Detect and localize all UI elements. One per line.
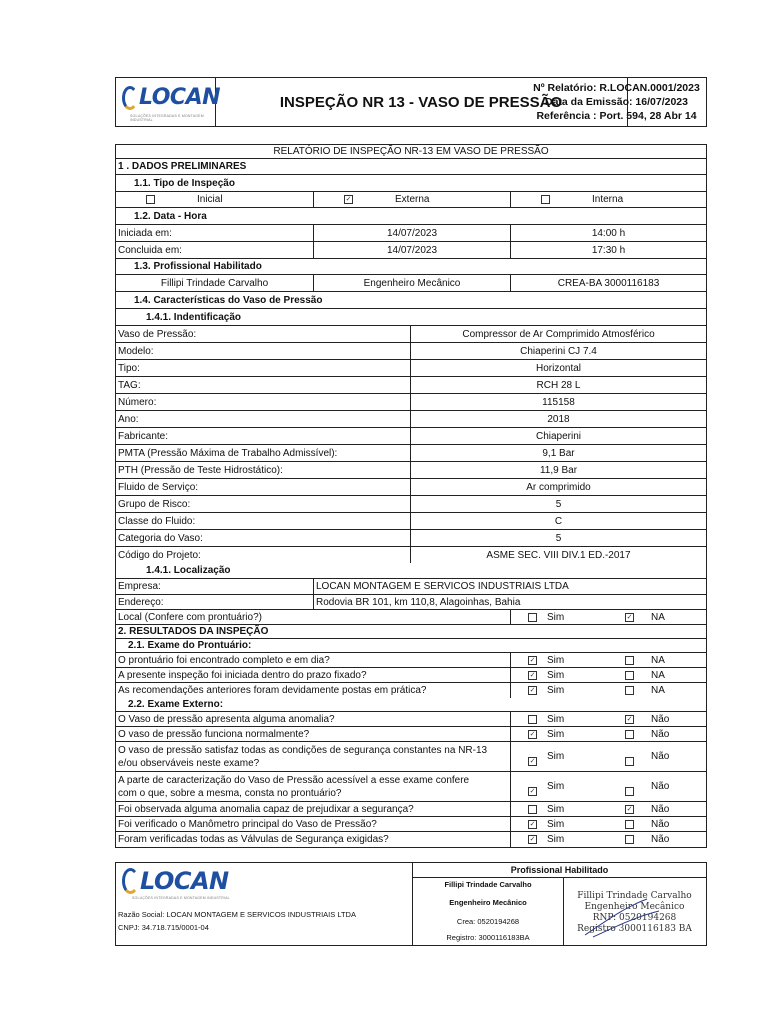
checked-checkbox-icon[interactable]: ✓ xyxy=(529,788,536,795)
question-line: As recomendações anteriores foram devidamente postas em prática? xyxy=(118,685,427,696)
inspection-table xyxy=(115,144,707,848)
section-row xyxy=(116,625,706,639)
answer-label: Não xyxy=(651,728,670,740)
answer-yes[interactable] xyxy=(510,727,608,741)
prontuario-list xyxy=(116,653,706,698)
question-row xyxy=(116,817,706,832)
prof-header: Profissional Habilitado xyxy=(413,863,706,878)
checkbox-icon[interactable] xyxy=(625,656,634,665)
field-label: TAG: xyxy=(118,379,141,391)
question-line: Foi verificado o Manômetro principal do Vaso de Pressão? xyxy=(118,818,377,830)
locan-logo: LOCAN xyxy=(122,867,229,895)
page-title: INSPEÇÃO NR 13 - VASO DE PRESSÃO xyxy=(215,78,628,126)
identification-row xyxy=(116,326,706,343)
section-row xyxy=(116,639,706,653)
answer-no[interactable] xyxy=(608,683,706,698)
section-row xyxy=(116,175,706,192)
answer-yes[interactable] xyxy=(510,832,608,847)
answer-no[interactable] xyxy=(608,653,706,667)
start-time: 14:00 h xyxy=(510,225,706,241)
field-label: Código do Projeto: xyxy=(118,549,201,561)
identification-row xyxy=(116,377,706,394)
checkbox-icon[interactable] xyxy=(146,195,155,204)
answer-no[interactable] xyxy=(608,668,706,682)
signature-scribble xyxy=(563,877,706,945)
question-row xyxy=(116,712,706,727)
issue-date: Data da Emissão: 16/07/2023 xyxy=(544,96,688,108)
table-title: RELATÓRIO DE INSPEÇÃO NR-13 EM VASO DE PRESSÃO xyxy=(273,146,549,157)
checked-checkbox-icon[interactable]: ✓ xyxy=(345,196,352,203)
checked-checkbox-icon[interactable]: ✓ xyxy=(529,656,536,664)
section-row xyxy=(116,159,706,175)
question-row xyxy=(116,802,706,817)
checkbox-icon[interactable] xyxy=(625,730,634,739)
question-text xyxy=(116,802,510,816)
report-header xyxy=(115,77,707,127)
answer-yes[interactable] xyxy=(510,712,608,726)
date-row: Concluida em: 14/07/2023 17:30 h xyxy=(116,242,706,259)
section-title: 1.4.1. Indentificação xyxy=(146,311,242,323)
field-value: ASME SEC. VIII DIV.1 ED.-2017 xyxy=(410,547,706,563)
logo-swoosh-icon xyxy=(122,86,138,110)
question-line: Foi observada alguma anomalia capaz de prejudixar a segurança? xyxy=(118,803,414,815)
checkbox-icon[interactable] xyxy=(625,757,634,766)
answer-no[interactable] xyxy=(608,772,706,801)
answer-no[interactable] xyxy=(608,802,706,816)
field-value: 2018 xyxy=(410,411,706,427)
section-row xyxy=(116,259,706,275)
answer-label: Sim xyxy=(547,713,565,725)
exame-externo-list xyxy=(116,712,706,847)
answer-label: Sim xyxy=(547,751,565,762)
field-value: RCH 28 L xyxy=(410,377,706,393)
section-title: 2. RESULTADOS DA INSPEÇÃO xyxy=(118,626,269,637)
checkbox-icon[interactable] xyxy=(625,835,634,844)
section-row xyxy=(116,309,706,326)
question-line: Foram verificadas todas as Válvulas de Segurança exigidas? xyxy=(118,834,389,845)
checkbox-icon[interactable] xyxy=(625,686,634,695)
field-label: Modelo: xyxy=(118,345,154,357)
checkbox-icon[interactable] xyxy=(625,671,634,680)
answer-label: Não xyxy=(651,751,670,762)
address-row: Endereço: Rodovia BR 101, km 110,8, Alagoinhas, Bahia xyxy=(116,595,706,610)
professional-row xyxy=(116,275,706,292)
identification-row xyxy=(116,462,706,479)
answer-label: Não xyxy=(651,803,670,815)
question-line: com o que, sobre a mesma, consta no prontuário? xyxy=(118,787,342,799)
field-value: Compressor de Ar Comprimido Atmosférico xyxy=(410,326,706,342)
question-text xyxy=(116,727,510,741)
prof-name: Fillipi Trindade Carvalho xyxy=(160,277,269,289)
inspection-type-row xyxy=(116,192,706,208)
question-row xyxy=(116,727,706,742)
field-label: Vaso de Pressão: xyxy=(118,328,197,340)
field-value: 9,1 Bar xyxy=(410,445,706,461)
answer-no[interactable] xyxy=(608,742,706,771)
checked-checkbox-icon[interactable]: ✓ xyxy=(529,687,536,694)
field-label: PTH (Pressão de Teste Hidrostático): xyxy=(118,464,283,476)
identification-row xyxy=(116,496,706,513)
date-row: Iniciada em: 14/07/2023 14:00 h xyxy=(116,225,706,242)
identification-row xyxy=(116,343,706,360)
question-row xyxy=(116,653,706,668)
field-value: 5 xyxy=(410,496,706,512)
company-cnpj: CNPJ: 34.718.715/0001-04 xyxy=(118,923,209,932)
answer-label: Sim xyxy=(547,654,565,666)
answer-label: NA xyxy=(651,669,665,681)
field-value: C xyxy=(410,513,706,529)
start-date: 14/07/2023 xyxy=(313,225,510,241)
field-label: Ano: xyxy=(118,413,139,425)
question-text xyxy=(116,742,510,771)
local-na[interactable]: ✓ NA xyxy=(626,611,665,623)
answer-yes[interactable] xyxy=(510,802,608,816)
logo-swoosh-icon xyxy=(122,868,139,894)
prof-info: Fillipi Trindade Carvalho Engenheiro Mecânico Crea: 0520194268 Registro: 3000116183BA xyxy=(413,877,564,945)
locan-logo: LOCAN xyxy=(122,85,220,110)
section-title: 1.2. Data - Hora xyxy=(134,210,207,222)
field-label: Fabricante: xyxy=(118,430,169,442)
report-meta xyxy=(527,78,706,126)
answer-yes[interactable] xyxy=(510,772,608,801)
field-label: Número: xyxy=(118,396,157,408)
identification-row xyxy=(116,411,706,428)
question-line: O vaso de pressão funciona normalmente? xyxy=(118,728,310,740)
question-line: O Vaso de pressão apresenta alguma anomalia? xyxy=(118,713,335,725)
answer-label: Sim xyxy=(547,818,565,830)
footer-professional xyxy=(412,863,706,945)
report-number: Nº Relatório: R.LOCAN.0001/2023 xyxy=(533,82,700,94)
field-value: 11,9 Bar xyxy=(410,462,706,478)
identification-row xyxy=(116,530,706,547)
section-row xyxy=(116,208,706,225)
identification-row xyxy=(116,428,706,445)
checkbox-icon[interactable] xyxy=(541,195,550,204)
section-title: 1.4.1. Localização xyxy=(146,565,231,576)
checked-checkbox-icon[interactable]: ✓ xyxy=(626,715,633,723)
section-title: 2.1. Exame do Prontuário: xyxy=(128,640,252,651)
checkbox-icon[interactable] xyxy=(625,820,634,829)
question-text xyxy=(116,712,510,726)
local-yes[interactable]: Sim xyxy=(510,610,608,624)
section-row xyxy=(116,698,706,712)
identification-row xyxy=(116,479,706,496)
checked-checkbox-icon[interactable]: ✓ xyxy=(529,820,536,828)
option-interna[interactable]: Interna xyxy=(510,192,706,207)
answer-yes[interactable] xyxy=(510,817,608,831)
footer-company xyxy=(116,863,412,945)
logo-subtext: SOLUÇÕES INTEGRADAS E MONTAGEM INDUSTRIAL xyxy=(130,114,204,122)
answer-label: Sim xyxy=(547,728,565,740)
field-value: Ar comprimido xyxy=(410,479,706,495)
table-title-row xyxy=(116,145,706,159)
field-label: PMTA (Pressão Máxima de Trabalho Admissível): xyxy=(118,447,338,459)
question-text xyxy=(116,832,510,847)
answer-label: Sim xyxy=(547,834,565,845)
question-row xyxy=(116,668,706,683)
field-value: Chiaperini xyxy=(410,428,706,444)
answer-yes[interactable] xyxy=(510,683,608,698)
checked-checkbox-icon[interactable]: ✓ xyxy=(529,758,536,765)
answer-label: Não xyxy=(651,781,670,792)
question-text xyxy=(116,683,510,698)
section-title: 1 . DADOS PRELIMINARES xyxy=(118,161,247,172)
answer-no[interactable] xyxy=(608,727,706,741)
end-date: 14/07/2023 xyxy=(313,242,510,258)
answer-label: Sim xyxy=(547,685,565,696)
question-text xyxy=(116,653,510,667)
local-row: Local (Confere com prontuário?) Sim ✓ NA xyxy=(116,610,706,625)
checkbox-icon[interactable] xyxy=(625,787,634,796)
question-row xyxy=(116,832,706,847)
prof-crea: CREA-BA 3000116183 xyxy=(510,275,706,291)
answer-no[interactable] xyxy=(608,832,706,847)
signature-stamp: Fillipi Trindade Carvalho Engenheiro Mecânico RNP: 0520194268 Registro 3000116183 BA xyxy=(563,877,706,945)
answer-yes[interactable] xyxy=(510,668,608,682)
section-row xyxy=(116,563,706,579)
question-line: A parte de caracterização do Vaso de Pressão acessível a esse exame confere xyxy=(118,774,470,786)
identification-row xyxy=(116,445,706,462)
answer-label: Sim xyxy=(547,781,565,792)
section-title: 1.1. Tipo de Inspeção xyxy=(134,177,235,189)
field-label: Categoria do Vaso: xyxy=(118,532,203,544)
field-label: Grupo de Risco: xyxy=(118,498,191,510)
field-value: 115158 xyxy=(410,394,706,410)
identification-row xyxy=(116,513,706,530)
checked-checkbox-icon[interactable]: ✓ xyxy=(626,805,633,813)
field-label: Fluido de Serviço: xyxy=(118,481,199,493)
checked-checkbox-icon[interactable]: ✓ xyxy=(529,671,536,679)
header-logo xyxy=(116,78,221,126)
question-text xyxy=(116,772,510,801)
question-row xyxy=(116,772,706,802)
answer-label: Não xyxy=(651,713,670,725)
answer-yes[interactable] xyxy=(510,742,608,771)
logo-subtext: SOLUÇÕES INTEGRADAS E MONTAGEM INDUSTRIAL xyxy=(132,896,230,900)
report-footer xyxy=(115,862,707,946)
field-value: Horizontal xyxy=(410,360,706,376)
company-row: Empresa: LOCAN MONTAGEM E SERVICOS INDUSTRIAIS LTDA xyxy=(116,579,706,595)
field-value: 5 xyxy=(410,530,706,546)
field-label: Tipo: xyxy=(118,362,140,374)
field-value: Chiaperini CJ 7.4 xyxy=(410,343,706,359)
company-name: Razão Social: LOCAN MONTAGEM E SERVICOS INDUSTRIAIS LTDA xyxy=(118,910,356,919)
checked-checkbox-icon[interactable]: ✓ xyxy=(529,836,536,843)
reference: Referência : Port. 594, 28 Abr 14 xyxy=(536,110,697,122)
checkbox-icon[interactable] xyxy=(528,613,537,622)
question-text xyxy=(116,817,510,831)
answer-label: NA xyxy=(651,685,665,696)
answer-no[interactable] xyxy=(608,817,706,831)
checked-checkbox-icon[interactable]: ✓ xyxy=(626,613,633,621)
address-value: Rodovia BR 101, km 110,8, Alagoinhas, Bahia xyxy=(313,595,706,609)
question-text xyxy=(116,668,510,682)
field-label: Classe do Fluido: xyxy=(118,515,196,527)
answer-no[interactable] xyxy=(608,712,706,726)
identification-row xyxy=(116,394,706,411)
identification-list xyxy=(116,326,706,563)
question-line: O vaso de pressão satisfaz todas as condições de segurança constantes na NR-13 xyxy=(118,744,488,756)
prof-role: Engenheiro Mecânico xyxy=(313,275,510,291)
question-line: A presente inspeção foi iniciada dentro do prazo fixado? xyxy=(118,669,367,681)
section-title: 1.4. Características do Vaso de Pressão xyxy=(134,294,323,306)
identification-row xyxy=(116,547,706,563)
company-value: LOCAN MONTAGEM E SERVICOS INDUSTRIAIS LTDA xyxy=(313,579,706,594)
answer-yes[interactable] xyxy=(510,653,608,667)
answer-label: Não xyxy=(651,834,670,845)
answer-label: Sim xyxy=(547,803,565,815)
checkbox-icon[interactable] xyxy=(528,715,537,724)
option-externa[interactable]: ✓ Externa xyxy=(313,192,510,207)
section-title: 2.2. Exame Externo: xyxy=(128,699,224,710)
question-row xyxy=(116,742,706,772)
checkbox-icon[interactable] xyxy=(528,805,537,814)
question-line: e/ou observáveis neste exame? xyxy=(118,757,260,769)
checked-checkbox-icon[interactable]: ✓ xyxy=(529,730,536,738)
section-row xyxy=(116,292,706,309)
end-time: 17:30 h xyxy=(510,242,706,258)
identification-row xyxy=(116,360,706,377)
answer-label: Sim xyxy=(547,669,565,681)
answer-label: Não xyxy=(651,818,670,830)
question-row xyxy=(116,683,706,698)
answer-label: NA xyxy=(651,654,665,666)
question-line: O prontuário foi encontrado completo e em dia? xyxy=(118,654,330,666)
option-inicial[interactable]: Inicial xyxy=(116,192,313,207)
section-title: 1.3. Profissional Habilitado xyxy=(134,261,262,272)
